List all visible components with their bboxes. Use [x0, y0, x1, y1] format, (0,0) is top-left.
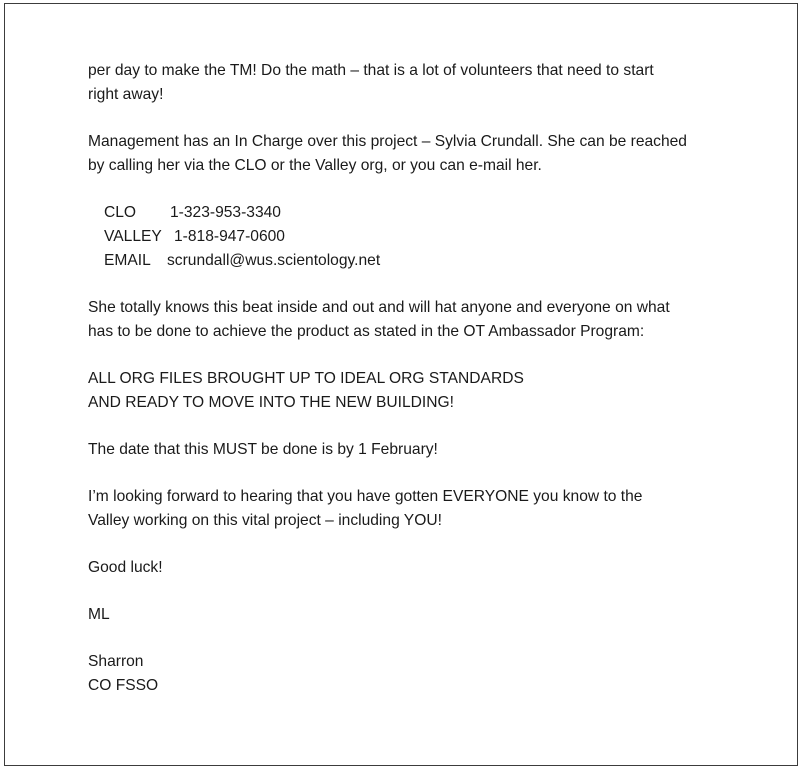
signature-title: CO FSSO — [88, 677, 159, 694]
text-line: by calling her via the CLO or the Valley org, or you can e-mail her. — [88, 157, 542, 174]
contact-row-valley — [104, 225, 778, 249]
contact-row-clo — [104, 201, 778, 225]
text-line: ML — [88, 606, 110, 623]
paragraph-knows-beat — [88, 296, 778, 344]
text-line: Valley working on this vital project – including YOU! — [88, 512, 442, 529]
paragraph-ml — [88, 603, 778, 627]
contact-list — [104, 201, 778, 273]
text-line: I’m looking forward to hearing that you have gotten EVERYONE you know to the — [88, 488, 643, 505]
signature-block — [88, 650, 778, 698]
text-line: has to be done to achieve the product as stated in the OT Ambassador Program: — [88, 323, 645, 340]
text-line: per day to make the TM! Do the math – that is a lot of volunteers that need to start — [88, 62, 654, 79]
signature-name: Sharron — [88, 653, 144, 670]
text-line: ALL ORG FILES BROUGHT UP TO IDEAL ORG STANDARDS — [88, 370, 524, 387]
paragraph-deadline — [88, 438, 778, 462]
text-line: AND READY TO MOVE INTO THE NEW BUILDING! — [88, 394, 454, 411]
text-line: right away! — [88, 86, 164, 103]
contact-label: CLO — [104, 204, 137, 221]
text-line: The date that this MUST be done is by 1 February! — [88, 441, 438, 458]
contact-label: VALLEY — [104, 228, 162, 245]
text-line: She totally knows this beat inside and out and will hat anyone and everyone on what — [88, 299, 670, 316]
contact-phone: 1-818-947-0600 — [174, 228, 285, 245]
contact-row-email — [104, 249, 778, 273]
text-line: Management has an In Charge over this project – Sylvia Crundall. She can be reached — [88, 133, 687, 150]
paragraph-looking-forward — [88, 485, 778, 533]
paragraph-good-luck — [88, 556, 778, 580]
paragraph-volunteers — [88, 59, 778, 107]
document-page — [4, 3, 798, 766]
document-body — [88, 59, 778, 721]
contact-email: scrundall@wus.scientology.net — [167, 252, 381, 269]
paragraph-in-charge — [88, 130, 778, 178]
contact-label: EMAIL — [104, 252, 151, 269]
text-line: Good luck! — [88, 559, 163, 576]
contact-phone: 1-323-953-3340 — [170, 204, 281, 221]
paragraph-product-statement — [88, 367, 778, 415]
